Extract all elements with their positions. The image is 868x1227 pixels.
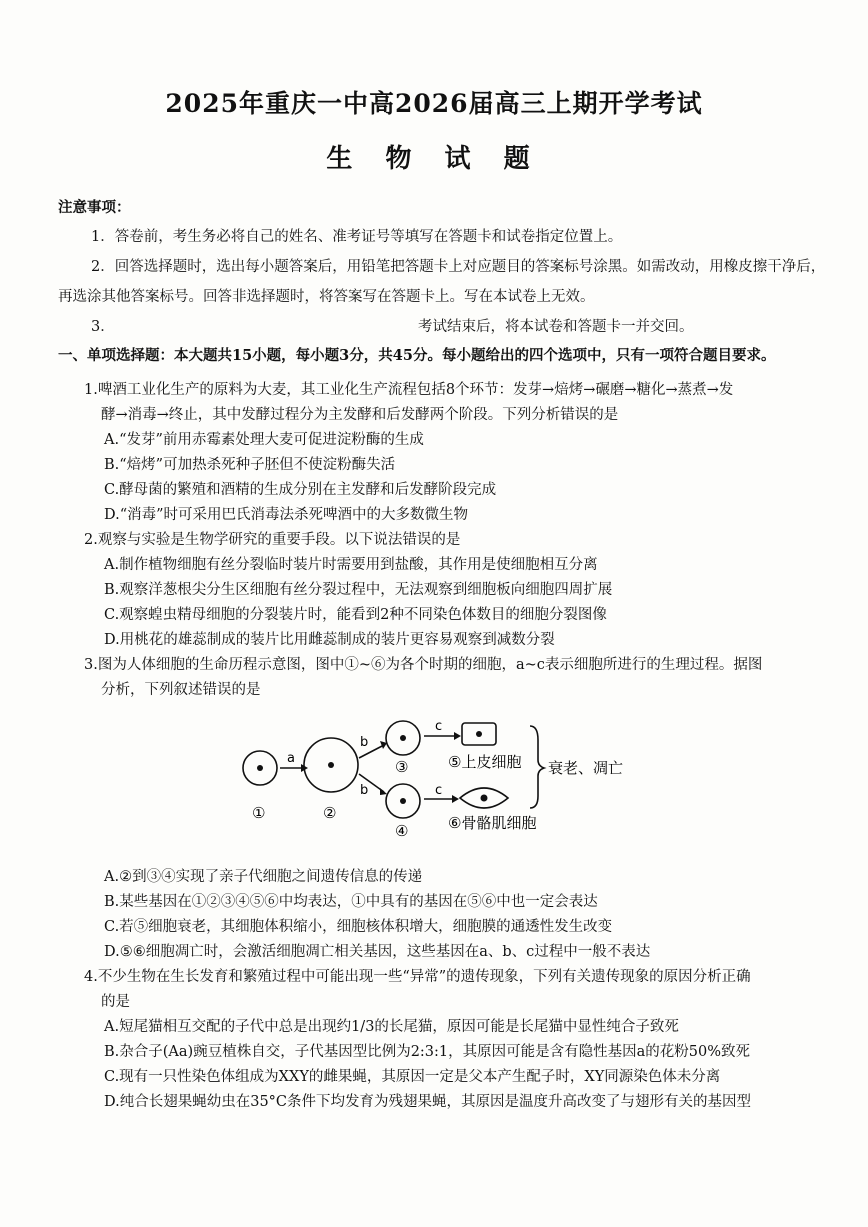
q4-option-a: A.短尾猫相互交配的子代中总是出现约1/3的长尾猫，原因可能是长尾猫中显性纯合子致死: [104, 1019, 679, 1035]
q3-option-c: C.若⑤细胞衰老，其细胞体积缩小，细胞核体积增大，细胞膜的通透性发生改变: [104, 919, 613, 935]
label-epithelial-cell: ⑤上皮细胞: [448, 753, 522, 771]
label-c-top: c: [435, 719, 443, 734]
label-cell-1: ①: [252, 804, 266, 822]
q1-option-d: D.“消毒”时可采用巴氏消毒法杀死啤酒中的大多数微生物: [104, 507, 469, 523]
label-muscle-cell: ⑥骨骼肌细胞: [448, 814, 537, 832]
label-fate: 衰老、凋亡: [548, 759, 624, 777]
q1-option-b: B.“焙烤”可加热杀死种子胚但不使淀粉酶失活: [104, 457, 396, 473]
note-item-3-text: 考试结束后，将本试卷和答题卡一并交回。: [418, 319, 694, 335]
q4-option-c: C.现有一只性染色体组成为XXY的雌果蝇，其原因一定是父本产生配子时，XY同源染色体未分离: [104, 1069, 721, 1085]
q2-stem: 2.观察与实验是生物学研究的重要手段。以下说法错误的是: [84, 532, 461, 548]
notes-heading: 注意事项：: [58, 199, 131, 216]
label-cell-2: ②: [323, 804, 337, 822]
q2-option-a: A.制作植物细胞有丝分裂临时装片时需要用到盐酸，其作用是使细胞相互分离: [104, 557, 598, 573]
q2-option-b: B.观察洋葱根尖分生区细胞有丝分裂过程中，无法观察到细胞板向细胞四周扩展: [104, 582, 613, 598]
q1-stem-line2: 酵→消毒→终止，其中发酵过程分为主发酵和后发酵两个阶段。下列分析错误的是: [101, 407, 619, 423]
q4-stem-line1: 4.不少生物在生长发育和繁殖过程中可能出现一些“异常”的遗传现象，下列有关遗传现象的原因分析正确: [84, 969, 751, 985]
note-item-2-line2: 再选涂其他答案标号。回答非选择题时，将答案写在答题卡上。写在本试卷上无效。: [58, 289, 595, 305]
q1-option-c: C.酵母菌的繁殖和酒精的生成分别在主发酵和后发酵阶段完成: [104, 482, 497, 498]
section-heading: 一、单项选择题：本大题共15小题，每小题3分，共45分。每小题给出的四个选项中，只有一项符合题目要求。: [58, 347, 776, 364]
q4-option-d: D.纯合长翅果蝇幼虫在35°C条件下均发育为残翅果蝇，其原因是温度升高改变了与翅形有关的基因型: [104, 1094, 752, 1110]
note-item-2-line1: 2．回答选择题时，选出每小题答案后，用铅笔把答题卡上对应题目的答案标号涂黑。如需改动，用橡皮擦干净后，: [91, 259, 826, 275]
q1-option-a: A.“发芽”前用赤霉素处理大麦可促进淀粉酶的生成: [104, 432, 424, 448]
q3-stem-line1: 3.图为人体细胞的生命历程示意图，图中①~⑥为各个时期的细胞，a~c表示细胞所进行的生理过程。据图: [84, 657, 763, 673]
label-cell-4: ④: [395, 822, 409, 840]
label-cell-3: ③: [395, 758, 409, 776]
q3-option-b: B.某些基因在①②③④⑤⑥中均表达，①中具有的基因在⑤⑥中也一定会表达: [104, 894, 598, 910]
page-title: 2025年重庆一中高2026届高三上期开学考试: [165, 89, 703, 118]
cell-lifecycle-diagram: [230, 708, 660, 848]
q2-option-d: D.用桃花的雄蕊制成的装片比用雌蕊制成的装片更容易观察到减数分裂: [104, 632, 555, 648]
q4-stem-line2: 的是: [101, 994, 130, 1010]
note-item-3-number: 3．: [91, 319, 115, 335]
label-a: a: [287, 751, 295, 766]
q1-stem-line1: 1.啤酒工业化生产的原料为大麦，其工业化生产流程包括8个环节：发芽→焙烤→碾磨→糖化→蒸煮→发: [84, 382, 734, 398]
label-b-bottom: b: [360, 783, 369, 798]
brace-icon: [530, 726, 544, 808]
q3-stem-line2: 分析，下列叙述错误的是: [101, 682, 261, 698]
note-item-1: 1．答卷前，考生务必将自己的姓名、准考证号等填写在答题卡和试卷指定位置上。: [91, 229, 623, 245]
subject-title: 生 物 试 题: [326, 144, 542, 174]
q3-option-d: D.⑤⑥细胞凋亡时，会激活细胞凋亡相关基因，这些基因在a、b、c过程中一般不表达: [104, 944, 651, 960]
label-b-top: b: [360, 735, 369, 750]
q3-option-a: A.②到③④实现了亲子代细胞之间遗传信息的传递: [104, 869, 423, 885]
q4-option-b: B.杂合子(Aa)豌豆植株自交，子代基因型比例为2:3:1，其原因可能是含有隐性基因a的花粉50%致死: [104, 1044, 751, 1060]
q2-option-c: C.观察蝗虫精母细胞的分裂装片时，能看到2种不同染色体数目的细胞分裂图像: [104, 607, 607, 623]
label-c-bottom: c: [435, 783, 443, 798]
